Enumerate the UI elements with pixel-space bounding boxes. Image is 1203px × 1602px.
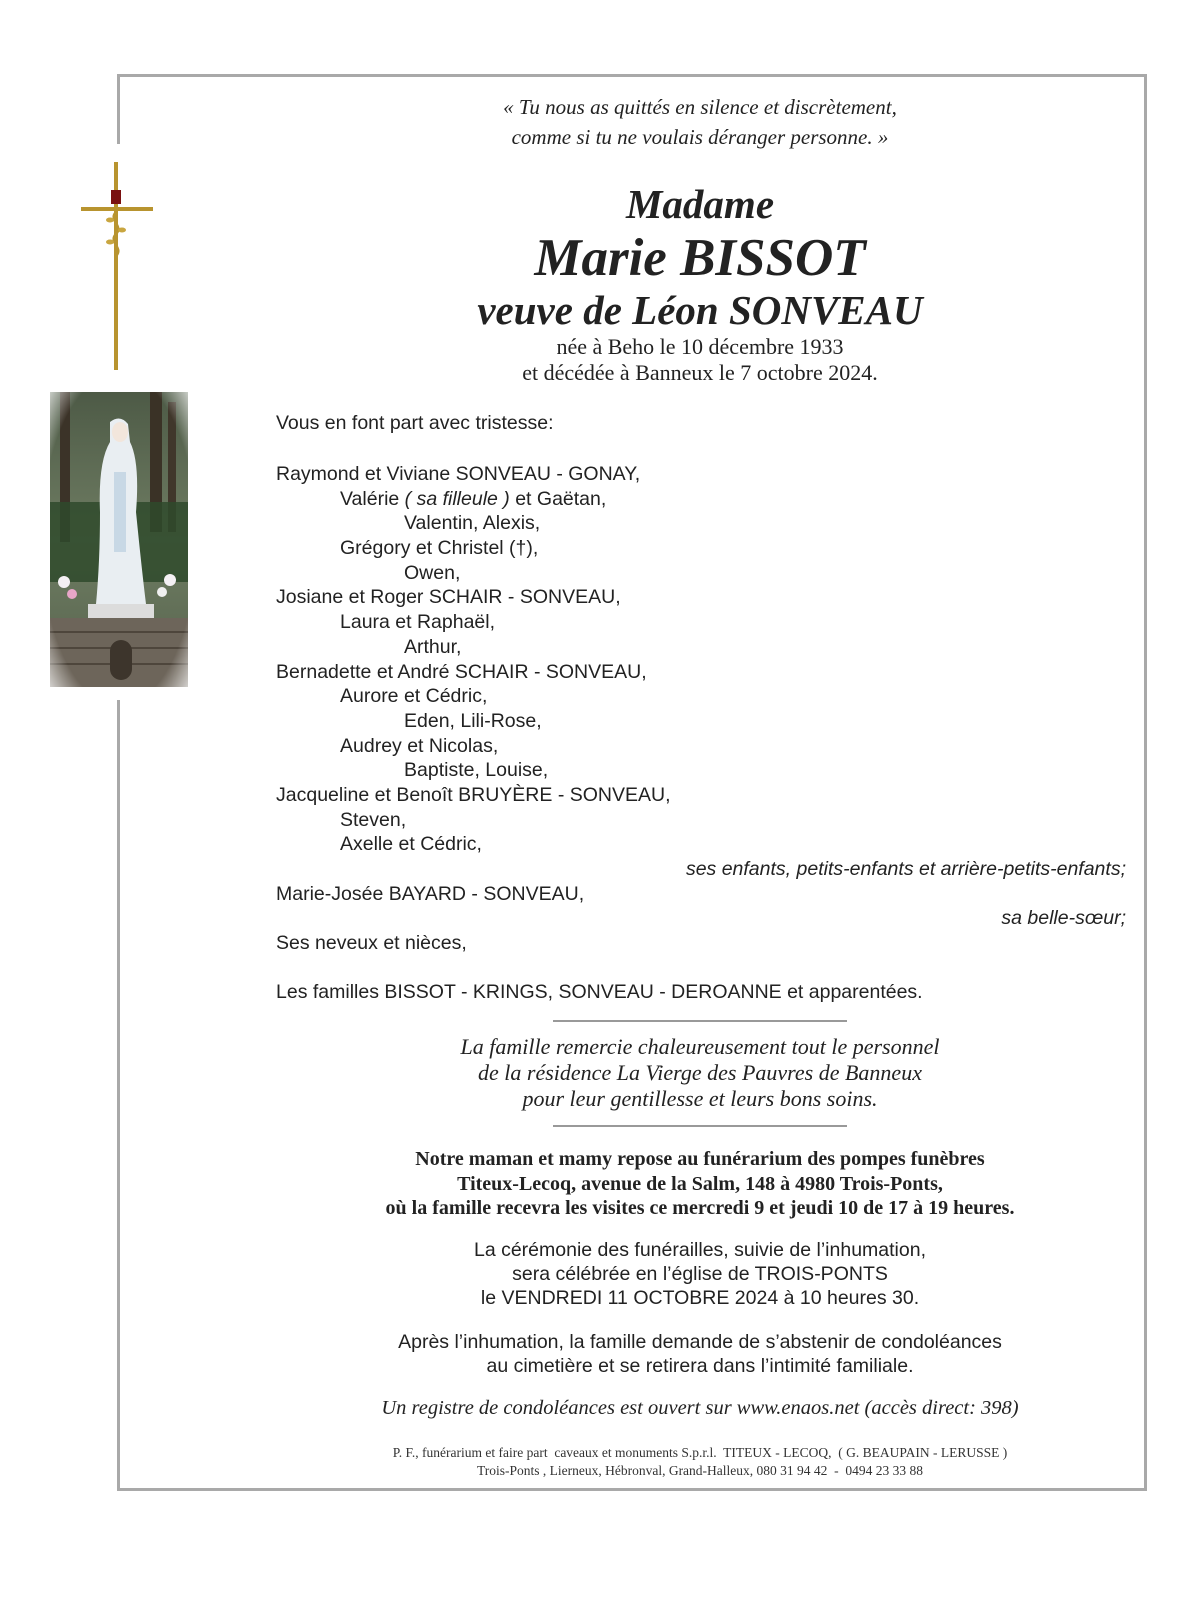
birth-death-dates (240, 334, 1160, 386)
family-line: Steven, (340, 808, 407, 831)
families-line: Les familles BISSOT - KRINGS, SONVEAU - DEROANNE et apparentées. (276, 981, 923, 1003)
thanks-message (240, 1034, 1160, 1112)
rest-line-1: Notre maman et mamy repose au funérarium des pompes funèbres (415, 1148, 985, 1170)
condolence-registry: Un registre de condoléances est ouvert sur www.enaos.net (accès direct: 398) (381, 1397, 1019, 1419)
family-line: Eden, Lili-Rose, (404, 709, 542, 732)
ceremony-line-1: La cérémonie des funérailles, suivie de l’inhumation, (473, 1239, 926, 1261)
family-line: Baptiste, Louise, (404, 759, 549, 782)
virgin-mary-statue-photo (50, 392, 188, 687)
ceremony-line-3: le VENDREDI 11 OCTOBRE 2024 à 10 heures 30. (480, 1287, 920, 1309)
frame-bottom-border (117, 1488, 1147, 1491)
family-line: Raymond et Viviane SONVEAU - GONAY, (276, 463, 641, 485)
funeral-home-footer (240, 1444, 1160, 1480)
family-list (276, 462, 1126, 956)
deceased-title: Madame (625, 181, 775, 227)
nephews-line: Ses neveux et nièces, (276, 932, 467, 955)
cross-icon (78, 160, 158, 372)
thanks-line-3: pour leur gentillesse et leurs bons soins. (522, 1086, 878, 1111)
opening-quote (240, 92, 1160, 152)
after-line-1: Après l’inhumation, la famille demande de s’abstenir de condoléances (398, 1331, 1002, 1353)
after-burial-notice (240, 1330, 1160, 1378)
family-line: Laura et Raphaël, (340, 611, 496, 634)
footer-line-1: P. F., funérarium et faire part caveaux et monuments S.p.r.l. TITEUX - LECOQ, ( G. BEAUPAIN - LERUSSE ) (392, 1445, 1008, 1460)
family-line: Owen, (404, 561, 461, 584)
thanks-line-2: de la résidence La Vierge des Pauvres de Banneux (478, 1060, 922, 1085)
family-line: Valentin, Alexis, (404, 512, 541, 535)
family-intro: Vous en font part avec tristesse: (276, 412, 554, 434)
rest-line-2: Titeux-Lecoq, avenue de la Salm, 148 à 4980 Trois-Ponts, (457, 1172, 943, 1195)
family-line: Arthur, (404, 635, 462, 658)
family-line: Axelle et Cédric, (340, 833, 482, 856)
separator-top (553, 1020, 847, 1022)
frame-left-border-upper (117, 74, 120, 144)
family-line: Aurore et Cédric, (340, 685, 488, 708)
separator-bottom (553, 1125, 847, 1127)
widow-of: veuve de Léon SONVEAU (477, 287, 923, 333)
sister-in-law: Marie-Josée BAYARD - SONVEAU, (276, 882, 585, 905)
after-line-2: au cimetière et se retirera dans l’intimité familiale. (486, 1355, 914, 1377)
thanks-line-1: La famille remercie chaleureusement tout le personnel (460, 1034, 940, 1059)
frame-left-border-lower (117, 700, 120, 1490)
family-line: Jacqueline et Benoît BRUYÈRE - SONVEAU, (276, 783, 671, 806)
death-line: et décédée à Banneux le 7 octobre 2024. (522, 360, 878, 385)
family-line: Audrey et Nicolas, (340, 734, 499, 757)
quote-line-2: comme si tu ne voulais déranger personne. » (511, 125, 889, 149)
family-line: Bernadette et André SCHAIR - SONVEAU, (276, 660, 647, 683)
birth-line: née à Beho le 10 décembre 1933 (556, 334, 844, 359)
family-line: Valérie ( sa filleule ) et Gaëtan, (340, 487, 607, 510)
quote-line-1: « Tu nous as quittés en silence et discrètement, (503, 95, 897, 119)
children-label: ses enfants, petits-enfants et arrière-petits-enfants; (685, 858, 1126, 880)
family-line: Grégory et Christel (†), (340, 537, 539, 560)
frame-top-border (117, 74, 1147, 77)
footer-line-2: Trois-Ponts , Lierneux, Hébronval, Grand-Halleux, 080 31 94 42 - 0494 23 33 88 (476, 1463, 924, 1478)
funerarium-notice (240, 1147, 1160, 1221)
ceremony-line-2: sera célébrée en l’église de TROIS-PONTS (512, 1263, 888, 1285)
ceremony-notice (240, 1238, 1160, 1310)
rest-line-3: où la famille recevra les visites ce mercredi 9 et jeudi 10 de 17 à 19 heures. (385, 1197, 1015, 1219)
sister-in-law-label: sa belle-sœur; (1001, 907, 1126, 930)
family-line: Josiane et Roger SCHAIR - SONVEAU, (276, 586, 621, 609)
deceased-name: Marie BISSOT (534, 229, 866, 287)
